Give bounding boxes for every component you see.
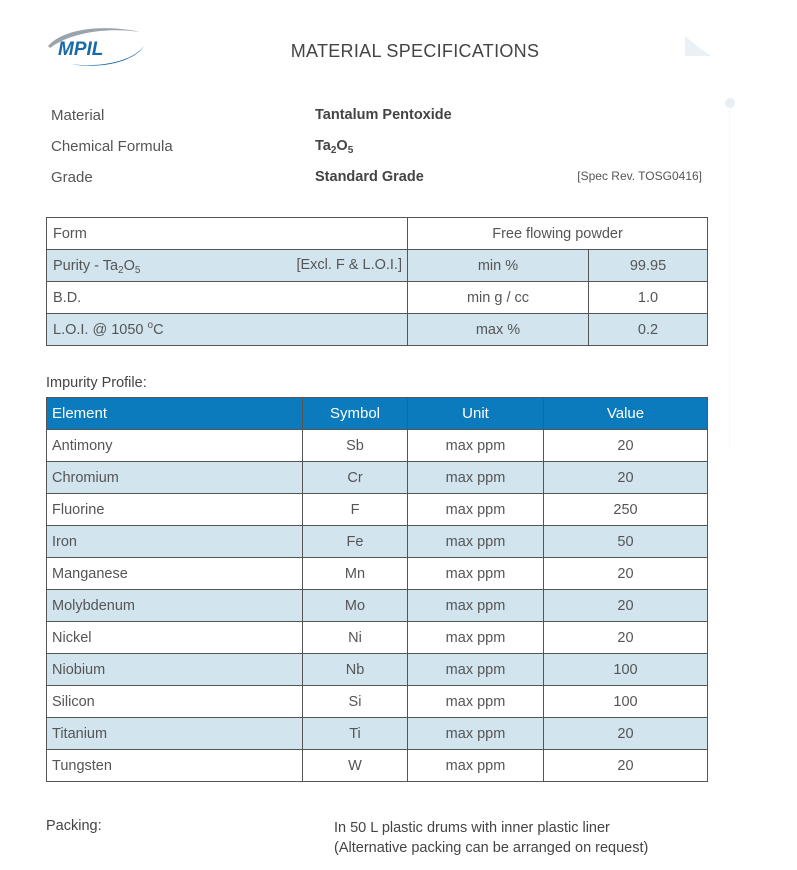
table-row	[47, 462, 708, 494]
symbol-cell: Sb	[303, 430, 408, 462]
value-cell: 20	[544, 462, 708, 494]
element-cell: Chromium	[47, 462, 303, 494]
packing-label: Packing:	[46, 818, 102, 834]
table-row	[47, 430, 708, 462]
value-cell: 50	[544, 526, 708, 558]
unit-cell: max ppm	[408, 686, 544, 718]
value-cell: 20	[544, 430, 708, 462]
form-row	[47, 218, 708, 250]
decorative-dot	[725, 98, 735, 108]
chemical-formula-value: $Ta_2O_5$	[315, 138, 354, 156]
packing-line-1: In 50 L plastic drums with inner plastic liner	[334, 820, 610, 836]
value-cell: 100	[544, 654, 708, 686]
table-row	[47, 686, 708, 718]
unit-cell: max ppm	[408, 462, 544, 494]
loi-value: 0.2	[589, 314, 708, 346]
decorative-line	[729, 110, 730, 450]
purity-label: Purity - $Ta_2O_5$ [Excl. F & L.O.I.]	[47, 250, 408, 282]
value-cell: 20	[544, 750, 708, 782]
column-header-unit: Unit	[408, 398, 544, 430]
purity-value: 99.95	[589, 250, 708, 282]
element-cell: Nickel	[47, 622, 303, 654]
unit-cell: max ppm	[408, 494, 544, 526]
symbol-cell: F	[303, 494, 408, 526]
packing-line-2: (Alternative packing can be arranged on request)	[334, 840, 649, 856]
purity-row	[47, 250, 708, 282]
symbol-cell: Fe	[303, 526, 408, 558]
column-header-symbol: Symbol	[303, 398, 408, 430]
element-cell: Titanium	[47, 718, 303, 750]
logo-text: MPIL	[58, 39, 104, 60]
column-header-element: Element	[47, 398, 303, 430]
element-cell: Tungsten	[47, 750, 303, 782]
table-row	[47, 750, 708, 782]
spec-revision: [Spec Rev. TOSG0416]	[577, 169, 702, 183]
value-cell: 20	[544, 590, 708, 622]
unit-cell: max ppm	[408, 590, 544, 622]
table-row	[47, 718, 708, 750]
table-row	[47, 526, 708, 558]
element-cell: Iron	[47, 526, 303, 558]
symbol-cell: W	[303, 750, 408, 782]
value-cell: 100	[544, 686, 708, 718]
unit-cell: max ppm	[408, 526, 544, 558]
chemical-formula-label: Chemical Formula	[51, 138, 173, 155]
properties-table	[46, 217, 708, 346]
material-value: Tantalum Pentoxide	[315, 107, 452, 123]
table-row	[47, 558, 708, 590]
unit-cell: max ppm	[408, 430, 544, 462]
loi-unit: max %	[408, 314, 589, 346]
page-title: MATERIAL SPECIFICATIONS	[290, 41, 540, 61]
symbol-cell: Si	[303, 686, 408, 718]
impurity-table	[46, 397, 708, 782]
symbol-cell: Nb	[303, 654, 408, 686]
loi-row	[47, 314, 708, 346]
symbol-cell: Mn	[303, 558, 408, 590]
impurity-header-row	[47, 398, 708, 430]
element-cell: Silicon	[47, 686, 303, 718]
table-row	[47, 622, 708, 654]
column-header-value: Value	[544, 398, 708, 430]
impurity-heading: Impurity Profile:	[46, 375, 147, 391]
decorative-mark	[683, 30, 713, 58]
packing-text	[334, 818, 648, 858]
purity-unit: min %	[408, 250, 589, 282]
bd-row	[47, 282, 708, 314]
element-cell: Fluorine	[47, 494, 303, 526]
form-label: Form	[47, 218, 408, 250]
table-row	[47, 654, 708, 686]
table-row	[47, 494, 708, 526]
material-label: Material	[51, 107, 105, 124]
grade-value: Standard Grade	[315, 169, 424, 185]
unit-cell: max ppm	[408, 718, 544, 750]
element-cell: Antimony	[47, 430, 303, 462]
unit-cell: max ppm	[408, 750, 544, 782]
table-row	[47, 590, 708, 622]
element-cell: Manganese	[47, 558, 303, 590]
unit-cell: max ppm	[408, 622, 544, 654]
symbol-cell: Cr	[303, 462, 408, 494]
loi-label: L.O.I. @ 1050 $^o$C	[47, 314, 408, 346]
purity-note: [Excl. F & L.O.I.]	[296, 257, 402, 273]
unit-cell: max ppm	[408, 654, 544, 686]
bd-value: 1.0	[589, 282, 708, 314]
symbol-cell: Mo	[303, 590, 408, 622]
unit-cell: max ppm	[408, 558, 544, 590]
symbol-cell: Ni	[303, 622, 408, 654]
bd-unit: min g / cc	[408, 282, 589, 314]
value-cell: 250	[544, 494, 708, 526]
bd-label: B.D.	[47, 282, 408, 314]
symbol-cell: Ti	[303, 718, 408, 750]
grade-label: Grade	[51, 169, 93, 186]
form-value: Free flowing powder	[408, 218, 708, 250]
element-cell: Molybdenum	[47, 590, 303, 622]
value-cell: 20	[544, 558, 708, 590]
value-cell: 20	[544, 622, 708, 654]
element-cell: Niobium	[47, 654, 303, 686]
value-cell: 20	[544, 718, 708, 750]
